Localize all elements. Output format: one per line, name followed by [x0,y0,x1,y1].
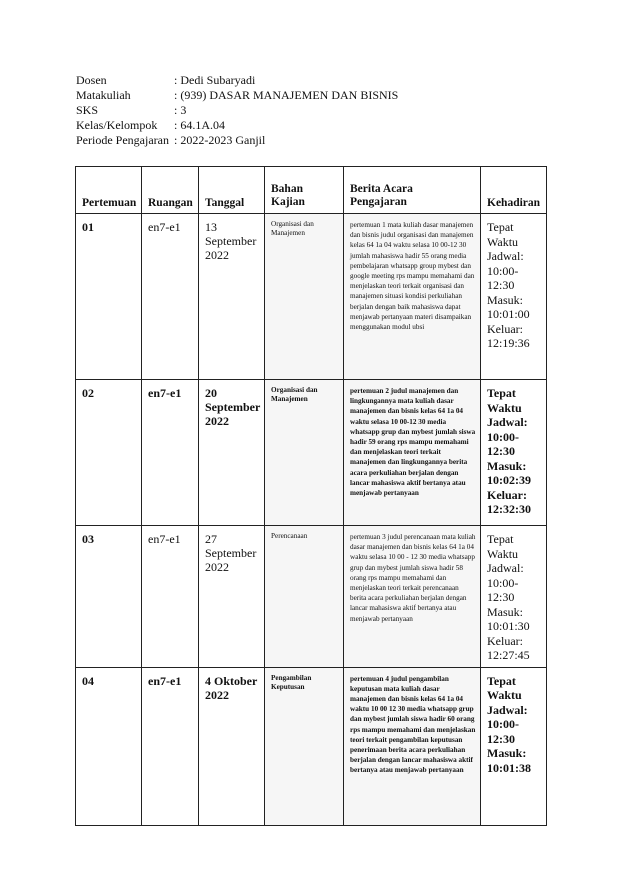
info-value: : 2022-2023 Ganjil [174,133,266,147]
header-topic-line2: Kajian [271,196,305,208]
info-value: : 3 [174,103,187,117]
cell-topic: Perencanaan [265,526,344,668]
cell-room: en7-e1 [142,214,199,380]
info-row-class [76,118,398,133]
header-meeting: Pertemuan [76,167,142,214]
table-row [76,667,547,825]
cell-attendance: Tepat Waktu Jadwal: 10:00-12:30 Masuk: 10:02:39 Keluar: 12:32:30 [481,380,547,526]
header-report-line2: Pengajaran [350,196,407,208]
info-row-period [76,133,398,148]
info-row-lecturer [76,73,398,88]
info-label: SKS [76,103,99,117]
cell-date: 27 September 2022 [199,526,265,668]
header-date: Tanggal [199,167,265,214]
cell-room: en7-e1 [142,380,199,526]
cell-report: pertemuan 4 judul pengambilan keputusan mata kuliah dasar manajemen dan bisnis kelas 64 1a 04 waktu 10 00 12 30 media whatsapp grup dan mybest jumlah siswa hadir 60 orang rps mampu memahami dan menjelaskan teori terkait pengambilan keputusan penerimaan berita acara perkuliahan berjalan dengan lancar mahasiswa aktif bertanya atau menjawab pertanyaan [344,667,481,825]
cell-meeting: 03 [76,526,142,668]
attendance-table-wrap [75,166,546,826]
cell-room: en7-e1 [142,526,199,668]
info-row-credits [76,103,398,118]
cell-date: 13 September 2022 [199,214,265,380]
cell-topic: Organisasi dan Manajemen [265,380,344,526]
header-topic [265,167,344,214]
cell-report: pertemuan 3 judul perencanaan mata kuliah dasar manajemen dan bisnis kelas 64 1a 04 waktu selasa 10 00 - 12 30 media whatsapp grup dan mybest jumlah siswa hadir 58 orang rps mampu memahami dan menjelaskan teori terkait perencanaan berita acara perkuliahan berjalan dengan lancar mahasiswa aktif bertanya atau menjawab pertanyaan [344,526,481,668]
table-row [76,526,547,668]
info-value: : (939) DASAR MANAJEMEN DAN BISNIS [174,88,399,102]
cell-meeting: 04 [76,667,142,825]
header-attendance: Kehadiran [481,167,547,214]
info-label: Kelas/Kelompok [76,118,158,132]
table-header-row [76,167,547,214]
cell-meeting: 02 [76,380,142,526]
cell-report: pertemuan 2 judul manajemen dan lingkungannya mata kuliah dasar manajemen dan bisnis kelas 64 1a 04 waktu selasa 10 00-12 30 media whatsapp grup dan mybest jumlah siswa hadir 59 orang rps mampu memahami dan menjelaskan teori terkait manajemen dan lingkungannya berita acara perkuliahan berjalan dengan lancar mahasiswa aktif bertanya atau menjawab pertanyaan [344,380,481,526]
cell-date: 4 Oktober 2022 [199,667,265,825]
attendance-table [75,166,547,826]
cell-topic: Pengambilan Keputusan [265,667,344,825]
course-info [76,73,398,148]
cell-attendance: Tepat Waktu Jadwal: 10:00-12:30 Masuk: 10:01:38 [481,667,547,825]
cell-meeting: 01 [76,214,142,380]
cell-room: en7-e1 [142,667,199,825]
header-report-line1: Berita Acara [350,183,413,195]
info-label: Dosen [76,73,107,87]
cell-attendance: Tepat Waktu Jadwal: 10:00-12:30 Masuk: 10:01:30 Keluar: 12:27:45 [481,526,547,668]
cell-date: 20 September 2022 [199,380,265,526]
info-label: Periode Pengajaran [76,133,169,147]
table-row [76,380,547,526]
cell-topic: Organisasi dan Manajemen [265,214,344,380]
table-row [76,214,547,380]
cell-report: pertemuan 1 mata kuliah dasar manajemen dan bisnis judul organisasi dan manajemen kelas 64 1a 04 waktu selasa 10 00-12 30 jumlah mahasiswa hadir 55 orang media pembelajaran whatsapp group mybest dan google meeting rps mampu memahami dan menjelaskan teori terkait organisasi dan manajemen situasi kondisi perkuliahan berjalan dengan baik mahasiswa dapat menjawab pertanyaan materi disampaikan menggunakan modul ubsi [344,214,481,380]
header-report [344,167,481,214]
info-value: : 64.1A.04 [174,118,225,132]
info-row-course [76,88,398,103]
header-topic-line1: Bahan [271,183,303,195]
cell-attendance: Tepat Waktu Jadwal: 10:00-12:30 Masuk: 10:01:00 Keluar: 12:19:36 [481,214,547,380]
info-value: : Dedi Subaryadi [174,73,256,87]
header-room: Ruangan [142,167,199,214]
info-label: Matakuliah [76,88,131,102]
